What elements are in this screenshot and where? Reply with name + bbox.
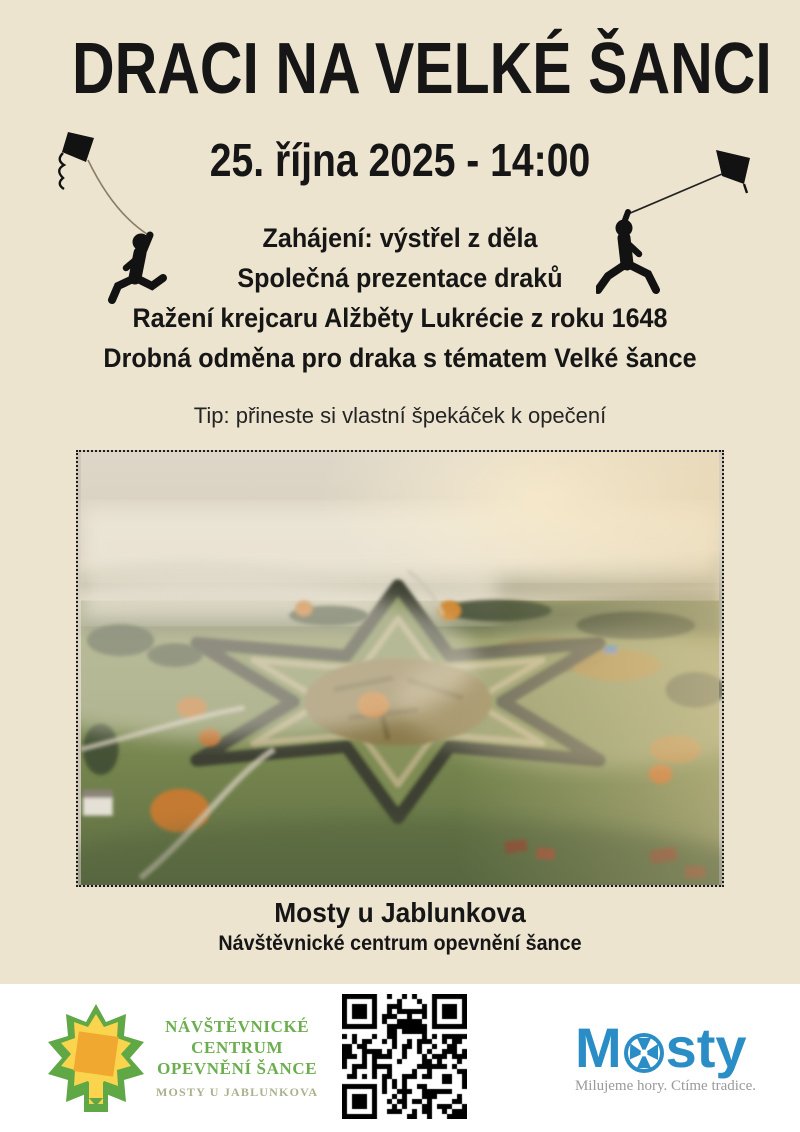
visitor-center-line-2: CENTRUM (191, 1038, 284, 1057)
star-fort-photo-illustration (78, 452, 722, 885)
mosty-prefix: M (574, 1016, 622, 1079)
visitor-center-logo (48, 1002, 318, 1114)
poster-title: DRACI NA VELKÉ ŠANCI (72, 29, 772, 109)
program-line-1: Zahájení: výstřel z děla (262, 223, 538, 253)
mosty-logo (574, 1016, 756, 1095)
location-name: Mosty u Jablunkova (274, 897, 526, 928)
program-line-4: Drobná odměna pro draka s tématem Velké šance (103, 343, 697, 373)
program-line-3: Ražení krejcaru Alžběty Lukrécie z roku 1648 (132, 303, 668, 333)
qr-code (342, 994, 467, 1119)
mosty-suffix: sty (665, 1016, 747, 1079)
program-line-2: Společná prezentace draků (237, 263, 563, 293)
footer-band (0, 984, 800, 1132)
visitor-center-subtitle: MOSTY U JABLUNKOVA (156, 1085, 319, 1099)
folk-rosette-icon (623, 1032, 665, 1074)
tip-line: Tip: přineste si vlastní špekáček k opečení (193, 403, 607, 428)
mosty-wordmark (574, 1016, 756, 1079)
location-venue: Návštěvnické centrum opevnění šance (218, 932, 582, 955)
event-datetime: 25. října 2025 - 14:00 (209, 134, 591, 186)
mosty-tagline: Milujeme hory. Ctíme tradice. (574, 1078, 756, 1094)
program-list (0, 218, 800, 378)
green-star-pin-icon (48, 1002, 144, 1114)
visitor-center-line-3: OPEVNĚNÍ ŠANCE (157, 1059, 318, 1078)
visitor-center-text (156, 1016, 318, 1100)
aerial-photo (76, 450, 724, 887)
visitor-center-line-1: NÁVŠTĚVNICKÉ (165, 1017, 310, 1036)
